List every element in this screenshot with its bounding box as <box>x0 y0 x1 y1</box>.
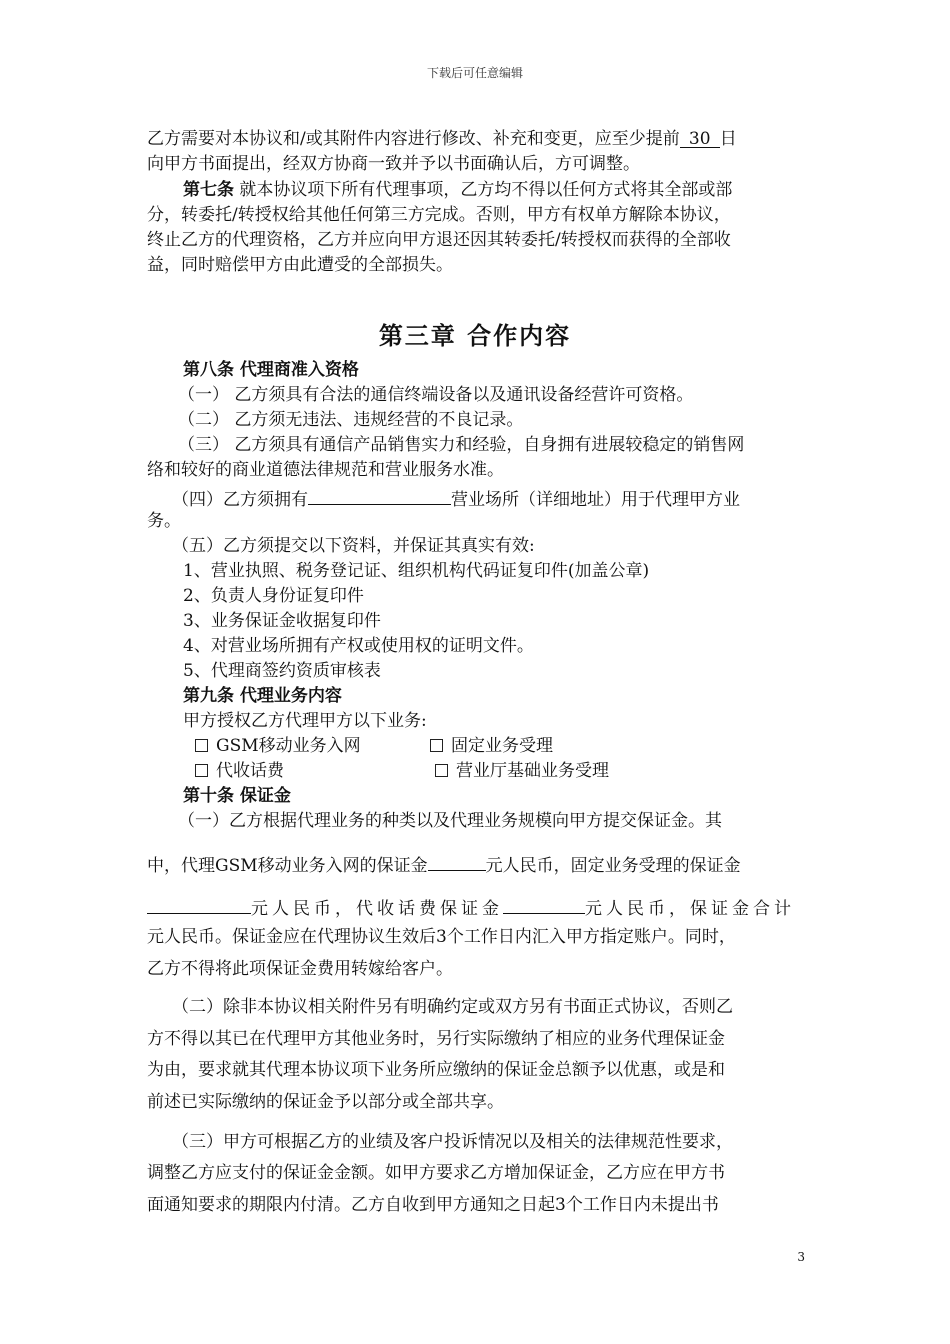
para-line: 益，同时赔偿甲方由此遭受的全部损失。 <box>147 255 453 275</box>
doc-item: 2、负责人身份证复印件 <box>183 586 364 606</box>
page-header: 下载后可任意编辑 <box>426 66 523 80</box>
para-line: 调整乙方应支付的保证金金额。如甲方要求乙方增加保证金，乙方应在甲方书 <box>147 1163 725 1183</box>
para-line: 为由，要求就其代理本协议项下业务所应缴纳的保证金总额予以优惠，或是和 <box>147 1060 725 1080</box>
gsm-deposit-blank <box>428 850 486 871</box>
article-9-heading: 第九条 代理业务内容 <box>183 686 342 706</box>
para-line: 终止乙方的代理资格，乙方并应向甲方退还因其转委托/转授权而获得的全部收 <box>147 230 731 250</box>
list-item: （四）乙方须拥有 营业场所（详细地址）用于代理甲方业 <box>172 484 740 512</box>
chapter-title: 第三章 合作内容 <box>378 321 572 350</box>
list-item: （一） 乙方须具有合法的通信终端设备以及通讯设备经营许可资格。 <box>178 385 694 405</box>
para-line: 前述已实际缴纳的保证金予以部分或全部共享。 <box>147 1092 504 1112</box>
article-9-intro: 甲方授权乙方代理甲方以下业务: <box>183 711 427 731</box>
doc-item: 3、业务保证金收据复印件 <box>183 611 381 631</box>
checkbox-icon[interactable] <box>430 739 443 752</box>
article-7-line: 第七条 就本协议项下所有代理事项，乙方均不得以任何方式将其全部或部 <box>183 180 733 200</box>
para-line: 元人民币。保证金应在代理协议生效后3个工作日内汇入甲方指定账户。同时， <box>147 927 736 947</box>
list-item: （五）乙方须提交以下资料，并保证其真实有效: <box>172 536 535 556</box>
list-item: （三） 乙方须具有通信产品销售实力和经验，自身拥有进展较稳定的销售网 <box>178 435 745 455</box>
para-line: 乙方不得将此项保证金费用转嫁给客户。 <box>147 959 453 979</box>
business-option[interactable]: GSM移动业务入网 <box>195 734 361 758</box>
para-line: 分，转委托/转授权给其他任何第三方完成。否则，甲方有权单方解除本协议， <box>147 205 731 225</box>
list-item: （二） 乙方须无违法、违规经营的不良记录。 <box>178 410 524 430</box>
para-line: 向甲方书面提出，经双方协商一致并予以书面确认后，方可调整。 <box>147 154 640 174</box>
para-line: （一）乙方根据代理业务的种类以及代理业务规模向甲方提交保证金。其 <box>178 811 722 831</box>
checkbox-icon[interactable] <box>195 739 208 752</box>
para-line: 络和较好的商业道德法律规范和营业服务水准。 <box>147 460 504 480</box>
fixed-deposit-blank <box>147 893 251 914</box>
article-8-heading: 第八条 代理商准入资格 <box>183 360 359 380</box>
para-line: （三）甲方可根据乙方的业绩及客户投诉情况以及相关的法律规范性要求， <box>172 1132 733 1152</box>
article-10-heading: 第十条 保证金 <box>183 786 291 806</box>
para-line: 面通知要求的期限内付清。乙方自收到甲方通知之日起3个工作日内未提出书 <box>147 1195 719 1215</box>
article-7-label: 第七条 <box>183 180 234 200</box>
para-line: 务。 <box>147 511 181 531</box>
business-option[interactable]: 营业厅基础业务受理 <box>435 759 609 783</box>
page-number: 3 <box>797 1250 805 1264</box>
para-line: 元人民币，代收话费保证金 元人民币，保证金合计 <box>147 893 795 921</box>
business-option[interactable]: 固定业务受理 <box>430 734 553 758</box>
para-line: 中，代理GSM移动业务入网的保证金 元人民币，固定业务受理的保证金 <box>147 850 741 878</box>
para-line: 方不得以其已在代理甲方其他业务时，另行实际缴纳了相应的业务代理保证金 <box>147 1029 725 1049</box>
address-blank <box>308 484 451 505</box>
business-option[interactable]: 代收话费 <box>195 759 284 783</box>
doc-item: 5、代理商签约资质审核表 <box>183 661 381 681</box>
doc-item: 1、营业执照、税务登记证、组织机构代码证复印件(加盖公章) <box>183 561 650 581</box>
para-line: 乙方需要对本协议和/或其附件内容进行修改、补充和变更，应至少提前 30 日 <box>147 129 737 149</box>
fee-deposit-blank <box>503 893 585 914</box>
doc-item: 4、对营业场所拥有产权或使用权的证明文件。 <box>183 636 534 656</box>
para-line: （二）除非本协议相关附件另有明确约定或双方另有书面正式协议，否则乙 <box>172 997 733 1017</box>
checkbox-icon[interactable] <box>195 764 208 777</box>
checkbox-icon[interactable] <box>435 764 448 777</box>
days-blank: 30 <box>680 127 720 148</box>
